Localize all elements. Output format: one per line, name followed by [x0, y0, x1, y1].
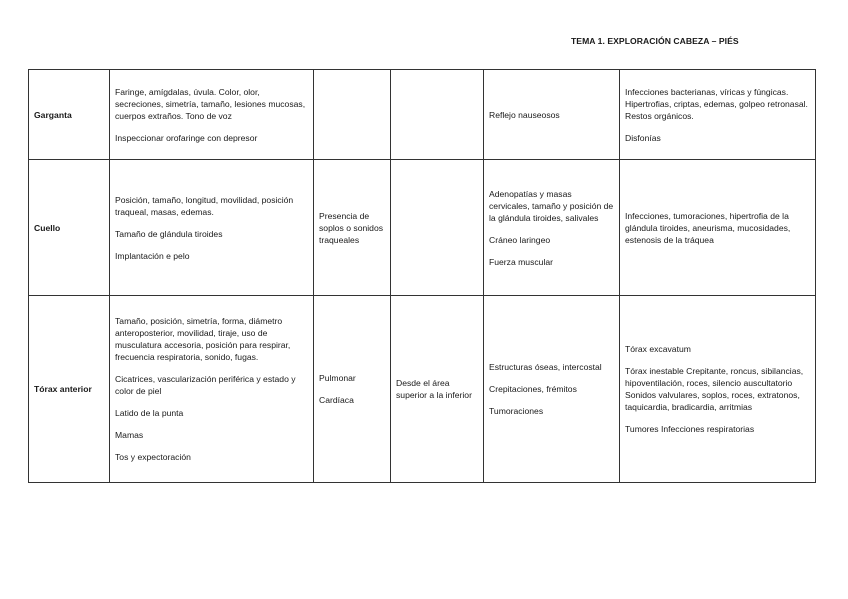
region-cell: Cuello [29, 160, 110, 296]
auscultation-cell [314, 70, 391, 160]
percussion-cell [391, 70, 484, 160]
region-cell: Garganta [29, 70, 110, 160]
percussion-cell [391, 296, 484, 483]
cell-text: Pulmonar [319, 373, 356, 383]
cell-text: Cráneo laringeo [489, 234, 551, 245]
cell-text: Latido de la punta [115, 408, 184, 418]
cell-text: Tórax inestable Crepitante, roncus, sibilancias, hipoventilación, roces, silencio auscultatorio Sonidos valvulares, soplos, roces, extratonos, taquicardia, bradicardia, arritmias [625, 366, 804, 412]
inspection-cell [110, 160, 314, 296]
cell-text: Implantación e pelo [115, 250, 190, 261]
cell-text: Crepitaciones, frémitos [489, 384, 577, 394]
findings-cell [620, 160, 816, 296]
cell-text: Tos y expectoración [115, 452, 191, 462]
cell-text: Infecciones, tumoraciones, hipertrofia de la glándula tiroides, aneurisma, mucosidades, estenosis de la tráquea [625, 210, 791, 245]
cell-text: Mamas [115, 430, 144, 440]
cell-text: Reflejo nauseosos [489, 109, 560, 120]
cell-text: Cicatrices, vascularización periférica y estado y color de piel [115, 374, 296, 396]
palpation-cell [484, 70, 620, 160]
cell-text: Cardíaca [319, 395, 354, 405]
document-title: TEMA 1. EXPLORACIÓN CABEZA – PIÉS [571, 36, 739, 46]
cell-text: Posición, tamaño, longitud, movilidad, posición traqueal, masas, edemas. [115, 194, 294, 217]
inspection-cell [110, 296, 314, 483]
auscultation-cell [314, 296, 391, 483]
table-row-cuello [29, 160, 816, 296]
palpation-cell [484, 296, 620, 483]
cell-text: Tamaño, posición, simetría, forma, diámetro anteroposterior, movilidad, tiraje, uso de musculatura accesoria, posición para respirar, frecuencia respiratoria, sonido, fugas. [115, 316, 291, 362]
percussion-cell [391, 160, 484, 296]
findings-cell [620, 296, 816, 483]
auscultation-cell [314, 160, 391, 296]
cell-text: Adenopatías y masas cervicales, tamaño y posición de la glándula tiroides, salivales [489, 188, 614, 223]
cell-text: Presencia de soplos o sonidos traqueales [319, 210, 384, 245]
cell-text: Faringe, amígdalas, úvula. Color, olor, secreciones, simetría, tamaño, lesiones mucosas, cuerpos extraños. Tono de voz [115, 86, 306, 121]
table-row-garganta [29, 70, 816, 160]
table-row-torax-anterior [29, 296, 816, 483]
cell-text: Inspeccionar orofaringe con depresor [115, 132, 258, 143]
cell-text: Desde el área superior a la inferior [396, 378, 472, 400]
region-cell: Tórax anterior [29, 296, 110, 483]
cell-text: Disfonías [625, 132, 661, 143]
cell-text: Tumores Infecciones respiratorias [625, 424, 755, 434]
cell-text: Tórax excavatum [625, 344, 691, 354]
cell-text: Infecciones bacterianas, víricas y fúngicas. Hipertrofias, criptas, edemas, golpeo retronasal. Restos orgánicos. [625, 86, 808, 121]
cell-text: Tamaño de glándula tiroides [115, 228, 223, 239]
inspection-cell [110, 70, 314, 160]
cell-text: Estructuras óseas, intercostal [489, 362, 602, 372]
cell-text: Tumoraciones [489, 406, 544, 416]
exploration-table [28, 69, 816, 483]
cell-text: Fuerza muscular [489, 256, 553, 267]
palpation-cell [484, 160, 620, 296]
findings-cell [620, 70, 816, 160]
